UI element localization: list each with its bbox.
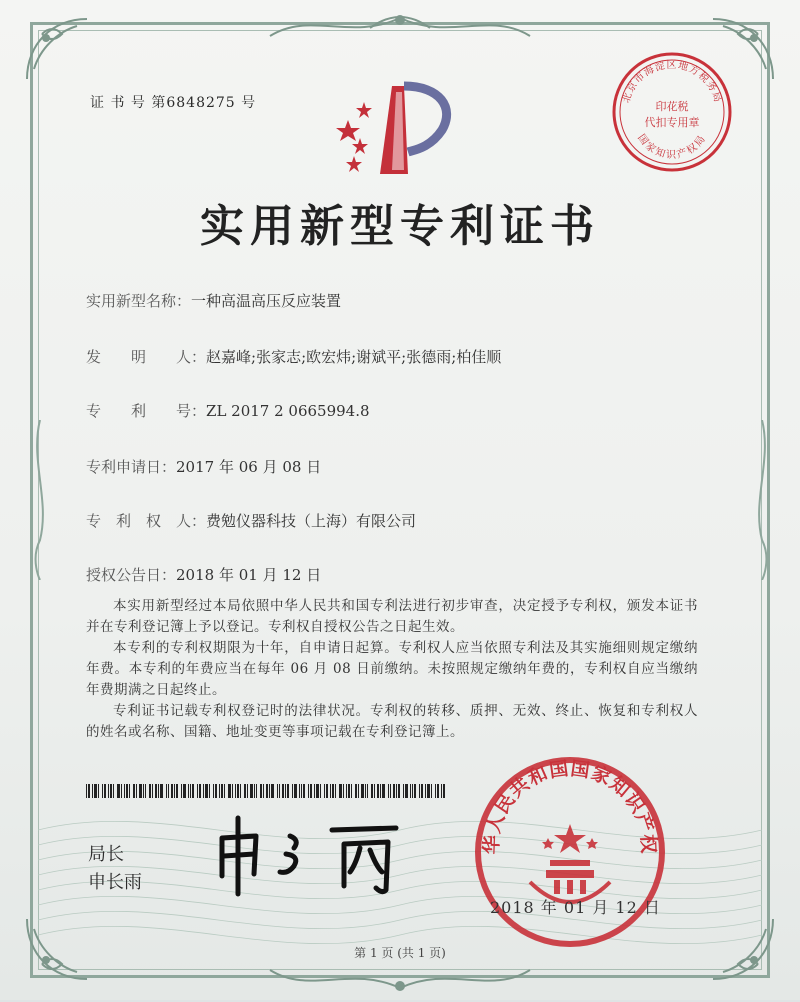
field-label: 专 利 号：: [86, 402, 207, 420]
tax-stamp-bottom-text: 国家知识产权局: [635, 132, 709, 161]
right-side-ornament: [752, 420, 772, 580]
field-label: 专 利 权 人：: [86, 512, 207, 530]
tax-stamp: [610, 50, 734, 174]
seal-arc-text: 华人民共和国国家知识产权: [480, 757, 660, 855]
body-paragraph: 本专利的专利权期限为十年，自申请日起算。专利权人应当依照专利法及其实施细则规定缴纳年费。本专利的年费应当在每年 06 月 08 日前缴纳。未按照规定缴纳年费的，专利权自应当缴纳年费期满之日起终止。: [86, 640, 698, 698]
field-value: 赵嘉峰;张家志;欧宏炜;谢斌平;张德雨;柏佳顺: [206, 348, 502, 366]
director-name: 申长雨: [88, 872, 142, 893]
field-patent-number: [86, 400, 370, 421]
field-label: 专利申请日：: [86, 458, 177, 476]
page-number: 第 1 页 (共 1 页): [354, 946, 446, 960]
left-side-ornament: [30, 420, 50, 580]
field-value: 费勉仪器科技（上海）有限公司: [206, 512, 417, 530]
field-label: 实用新型名称：: [86, 292, 192, 310]
body-paragraph: 本实用新型经过本局依照中华人民共和国专利法进行初步审查，决定授予专利权，颁发本证书并在专利登记簿上予以登记。专利权自授权公告之日起生效。: [86, 598, 698, 635]
seal-date: 2018 年 01 月 12 日: [490, 898, 661, 917]
field-label: 授权公告日：: [86, 566, 177, 584]
corner-ornament-top-left: [22, 14, 92, 84]
field-value: 一种高温高压反应装置: [191, 292, 342, 310]
director-signature: [210, 808, 410, 898]
certificate-body: [86, 596, 698, 743]
barcode: [86, 783, 446, 797]
body-paragraph: 专利证书记载专利权登记时的法律状况。专利权的转移、质押、无效、终止、恢复和专利权人的姓名或名称、国籍、地址变更等事项记载在专利登记簿上。: [86, 703, 698, 740]
field-value: ZL 2017 2 0665994.8: [206, 402, 370, 420]
top-center-ornament: [250, 6, 550, 46]
cnipa-official-seal: [470, 752, 670, 952]
field-patentee: [86, 510, 416, 531]
field-inventors: [86, 346, 501, 367]
certificate-number: 证 书 号 第6848275 号: [90, 95, 257, 111]
tax-stamp-line-2: 代扣专用章: [644, 116, 700, 129]
tax-stamp-line-1: 印花税: [655, 100, 689, 113]
field-value: 2018 年 01 月 12 日: [176, 566, 322, 584]
tax-stamp-outer-text: 北京市海淀区地方税务局: [620, 60, 724, 105]
field-utility-model-name: [86, 290, 341, 311]
certificate-title: 实用新型专利证书: [200, 201, 600, 252]
field-filing-date: [86, 456, 321, 477]
director-title: 局长: [88, 844, 124, 865]
field-label: 发 明 人：: [86, 348, 207, 366]
field-grant-date: [86, 564, 321, 585]
cnipa-logo: [330, 78, 470, 178]
field-value: 2017 年 06 月 08 日: [176, 458, 322, 476]
